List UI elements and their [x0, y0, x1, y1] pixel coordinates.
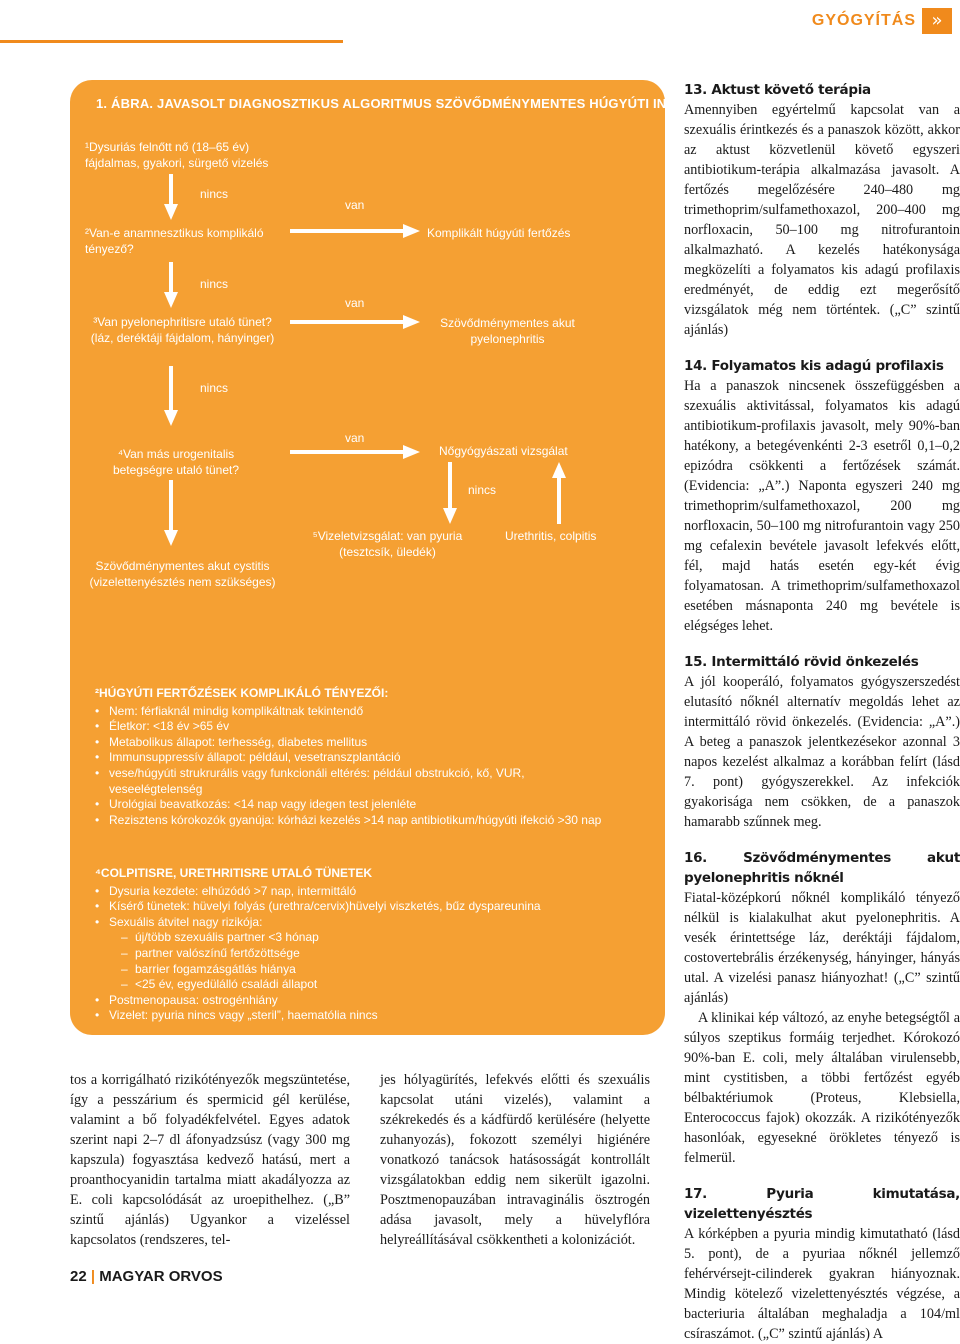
label-nincs-2: nincs	[200, 277, 229, 291]
complicating-factors-list	[95, 686, 615, 828]
section-16-title: 16. Szövődménymentes akut pyelonephritis nőknél	[684, 850, 960, 886]
arrow-down-icon	[443, 462, 457, 524]
node-3: ³Van pyelonephritisre utaló tünet? (láz, deréktáji fájdalom, hányinger)	[90, 315, 275, 345]
label-nincs-4: nincs	[468, 483, 497, 497]
list-item: • Postmenopausa: ostrogénhiány	[95, 993, 615, 1009]
section-label: GYÓGYÍTÁS	[811, 12, 916, 29]
arrow-down-icon	[164, 262, 178, 308]
result-1: Komplikált húgyúti fertőzés	[427, 226, 571, 240]
page-footer	[70, 1268, 223, 1285]
section-14-text: Ha a panaszok nincsenek összefüggésben a szexuális aktivitással, folyamatos kis adagú antibiotikum-profilaxis javasolt, mely 90%-ban hatékony, a betegévenkénti 2-3 esetről 0,1–0,2 epizódra csökkenti a fertőzések számát. (Evidencia: „A”.) Naponta egyszeri 240 mg trimethoprim/sulfamethoxazol, 200 mg norfloxacin, 50–100 mg nitrofurantoin vagy 250 mg cefalexin bevétele javasolt lefekvés előtt, fél, majd hatás esetén egy-két évig folyamatosan. A trimethoprim/sulfamethoxazol esetében másnaponta 240 mg bevétele is elégséges lehet.	[684, 378, 960, 634]
list-item: • Metabolikus állapot: terhesség, diabetes mellitus	[95, 735, 615, 751]
section-16-text: Fiatal-középkorú nőknél komplikáló tényező nélkül is kialakulhat akut pyelonephritis. A vesék érintettsége láz, deréktáji fájdalom, costovertebrális érzékenység, hányinger, hányás utal. A vizelési panasz hiányozhat! („C” szintű ajánlás)	[684, 890, 960, 1006]
body-column-2: jes hólyagürítés, lefekvés előtti és szexuális kapcsolat utáni vizelés), valamint a székrekedés és a kádfürdő kerülésére (helyette zuhanyozás), fokozott személyi higiénére vonatkozó tanácsok hatásosságát kontrollált vizsgálatokban eddig nem sikerült igazolni. Posztmenopauzában intravaginális ösztrogén adása javasolt, mely a hüvelyflóra helyreállításával csökkentheti a kolonizációt.	[380, 1072, 650, 1248]
section-14-title: 14. Folyamatos kis adagú profilaxis	[684, 358, 944, 374]
body-column-1: tos a korrigálható rizikótényezők megszüntetése, így a pesszárium és spermicid gél kerülése, valamint a bő folyadékfelvétel. Egyes adatok szerint napi 2–7 dl áfonyadzsúsz (vagy 300 mg kapszula) fogyasztása kedvező hatású, mert a proanthocyanidin tartalma miatt akadályozza az E. coli kapcsolódását az uroepithelhez. („B” szintű ajánlás) Ugyankor a vizeléssel kapcsolatos (rendszeres, tel-	[70, 1072, 350, 1248]
double-chevron-icon: »	[922, 8, 952, 34]
section-17-text: A kórképben a pyuria mindig kimutatható (lásd 5. pont), de a pyuriaa nőknél jellemző fehérvérsejt-cilinderek gyakran hiányoznak. Mindig kötelező vizelettenyésztés végzése, a bacteriuria általában meghaladja a 104/ml csíraszámot. („C” szintű ajánlás) A	[684, 1226, 960, 1342]
section-13-text: Amennyiben egyértelmű kapcsolat van a szexuális érintkezés és a panaszok között, akkor az aktust közvetlenül követő egyszeri antibiotikum-terápia alkalmazása javasolt. A fertőzés megelőzésére 240–480 mg trimethoprim/sulfamethoxazol, 200–400 mg norfloxacin, 50–100 mg nitrofurantoin alkalmazható. A kezelés hatékonysága megközelíti a folyamatos kis adagú profilaxis eredményét, de eddig ezt megerősítő vizsgálatok még nem történtek. („C” szintű ajánlás)	[684, 102, 960, 338]
list-item: • Kísérő tünetek: hüvelyi folyás (urethra/cervix)hüvelyi viszketés, bűz dyspareunina	[95, 899, 615, 915]
arrow-down-icon	[164, 174, 178, 220]
list-item: • Nem: férfiaknál mindig komplikáltnak tekintendő	[95, 704, 615, 720]
list-subitem: – új/több szexuális partner <3 hónap	[95, 930, 615, 946]
node-6: ⁵Vizeletvizsgálat: van pyuria (tesztcsík, üledék)	[312, 529, 463, 559]
header-rule	[0, 40, 343, 43]
section-16-text-2: A klinikai kép változó, az enyhe betegségtől a súlyos szeptikus formáig terjedhet. Kórokozó 90%-ban E. coli, mely általában virulensebb, mint cystitisben, a többi fertőzést egyéb bélbaktériumok (Proteus, Klebsiella, Enterococcus fajok) okozzák. A rizikótényezők hasonlóak, egyesekné örökletes tényező is felmerül.	[684, 1010, 960, 1166]
arrow-right-icon	[290, 315, 420, 329]
page-number: 22	[70, 1268, 87, 1285]
list-item: • Urológiai beavatkozás: <14 nap vagy idegen test jelenléte	[95, 797, 615, 813]
node-4: ⁴Van más urogenitalis betegségre utaló tünet?	[112, 447, 240, 477]
node-5: Szövődménymentes akut cystitis (vizelettenyésztés nem szükséges)	[89, 559, 276, 589]
result-4: Urethritis, colpitis	[505, 529, 597, 543]
label-van-2: van	[345, 296, 365, 310]
arrow-up-icon	[552, 462, 566, 524]
list-subitem: – partner valószínű fertőzöttsége	[95, 946, 615, 962]
list-subitem: – <25 év, egyedülálló családi állapot	[95, 977, 615, 993]
arrow-right-icon	[290, 445, 420, 459]
section-header	[600, 8, 956, 38]
list-item: • vese/húgyúti strukrurális vagy funkcionáli eltérés: például obstrukció, kő, VUR, veseelégtelenség	[95, 766, 615, 797]
list-item: • Életkor: <18 év >65 év	[95, 719, 615, 735]
arrow-down-icon	[164, 366, 178, 426]
arrow-down-icon	[164, 480, 178, 546]
figure-title: 1. ÁBRA. JAVASOLT DIAGNOSZTIKUS ALGORITMUS SZÖVŐDMÉNYMENTES HÚGYÚTI INFEKCIÓBAN	[96, 96, 746, 111]
list-item: • Rezisztens kórokozók gyanúja: kórházi kezelés >14 nap antibiotikum/húgyúti ifekció >30 nap	[95, 813, 615, 829]
node-1: ¹Dysuriás felnőtt nő (18–65 év) fájdalmas, gyakori, sürgető vizelés	[85, 140, 269, 170]
arrow-right-icon	[290, 224, 420, 238]
section-15-text: A jól kooperáló, folyamatos gyógyszerszedést elutasító nőknél alternatív megoldás lehet az intermittáló rövid önkezelés. (Evidencia: „A”.) A beteg a panaszok jelentkezésekor azonnal 3 napos kezelést alkalmaz a korábban felírt (lásd 7. pont) gyógyszerekkel. Az infekciók gyakorisága nem csökken, de a panaszok hamarabb szűnnek meg.	[684, 674, 960, 830]
node-2: ²Van-e anamnesztikus komplikáló tényező?	[85, 226, 264, 256]
label-van-3: van	[345, 431, 365, 445]
list-title: ⁴COLPITISRE, URETHRITISRE UTALÓ TÜNETEK	[95, 866, 373, 880]
section-15-title: 15. Intermittáló rövid önkezelés	[684, 654, 919, 670]
list-item: • Sexuális átvitel nagy rizikója:	[95, 915, 615, 931]
list-title: ²HÚGYÚTI FERTŐZÉSEK KOMPLIKÁLÓ TÉNYEZŐI:	[95, 686, 389, 700]
symptoms-list	[95, 866, 615, 1024]
result-3: Nőgyógyászati vizsgálat	[439, 444, 568, 458]
label-nincs-3: nincs	[200, 381, 229, 395]
footer-divider: |	[90, 1268, 96, 1285]
list-item: • Immunsuppressív állapot: például, vesetranszplantáció	[95, 750, 615, 766]
right-column	[684, 80, 960, 1344]
section-17-title: 17. Pyuria kimutatása, vizelettenyésztés	[684, 1186, 960, 1222]
label-nincs-1: nincs	[200, 187, 229, 201]
list-item: • Dysuria kezdete: elhúzódó >7 nap, intermittáló	[95, 884, 615, 900]
result-2: Szövődménymentes akut pyelonephritis	[440, 316, 575, 346]
journal-name: MAGYAR ORVOS	[99, 1268, 223, 1285]
label-van-1: van	[345, 198, 365, 212]
list-subitem: – barrier fogamzásgátlás hiánya	[95, 962, 615, 978]
list-item: • Vizelet: pyuria nincs vagy „steril”, haematólia nincs	[95, 1008, 615, 1024]
section-13-title: 13. Aktust követő terápia	[684, 82, 871, 98]
